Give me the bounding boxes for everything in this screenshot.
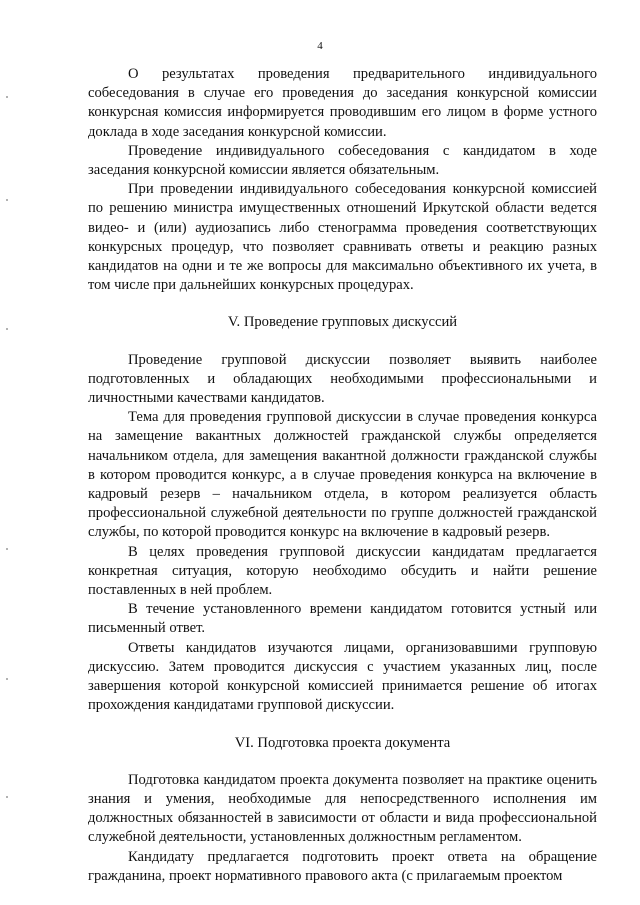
paragraph: О результатах проведения предварительного индивидуального собеседования в случае его проведения до заседания конкурсной комиссии конкурсная комиссия информируется проводившим его лицом в форме устного доклада в ходе заседания конкурсной комиссии. (88, 66, 597, 140)
paragraph: Кандидату предлагается подготовить проект ответа на обращение гражданина, проект нормативного правового акта (с прилагаемым проектом (88, 848, 597, 884)
margin-mark (6, 96, 8, 98)
margin-mark (6, 199, 8, 201)
margin-mark (6, 796, 8, 798)
paragraph: Проведение индивидуального собеседования с кандидатом в ходе заседания конкурсной комиссии является обязательным. (88, 142, 597, 179)
section-heading: V. Проведение групповых дискуссий (227, 314, 458, 331)
paragraph: При проведении индивидуального собеседования конкурсной комиссией по решению министра имущественных отношений Иркутской области ведется видео- и (или) аудиозапись либо стенограмма проведения соответствующих конкурсных процедур, что позволяет сравнивать ответы и реакцию разных кандидатов на одни и те же вопросы для максимально объективного их учета, в том числе при дальнейших конкурсных процедурах. (88, 181, 597, 294)
margin-mark (6, 328, 8, 330)
paragraph: Ответы кандидатов изучаются лицами, организовавшими групповую дискуссию. Затем проводится дискуссия с участием указанных лиц, после завершения которой конкурсной комиссией принимается решение об итогах прохождения кандидатами групповой дискуссии. (88, 639, 597, 714)
paragraph: Проведение групповой дискуссии позволяет выявить наиболее подготовленных и обладающих необходимыми профессиональными и личностными качествами кандидатов. (88, 351, 597, 407)
margin-mark (6, 678, 8, 680)
paragraph: В целях проведения групповой дискуссии кандидатам предлагается конкретная ситуация, которую необходимо обсудить и найти решение поставленных в ней проблем. (88, 543, 597, 599)
document-body (88, 65, 597, 886)
section-heading: VI. Подготовка проекта документа (234, 734, 451, 751)
paragraph: Подготовка кандидатом проекта документа позволяет на практике оценить знания и умения, необходимые для непосредственного исполнения им должностных обязанностей в зависимости от области и вида профессиональной служебной деятельности, установленных должностным регламентом. (88, 771, 597, 846)
margin-mark (6, 548, 8, 550)
page-number: 4 (317, 40, 323, 52)
paragraph: В течение установленного времени кандидатом готовится устный или письменный ответ. (88, 601, 597, 637)
paragraph: Тема для проведения групповой дискуссии в случае проведения конкурса на замещение вакантных должностей гражданской службы определяется начальником отдела, для замещения вакантной должности гражданской службы в котором проводится конкурс, а в случае проведения конкурса на включение в кадровый резерв – начальником отдела, в котором реализуется область профессиональной служебной деятельности по группе должностей гражданской службы, по которой проводится конкурс на включение в кадровый резерв. (88, 409, 597, 541)
